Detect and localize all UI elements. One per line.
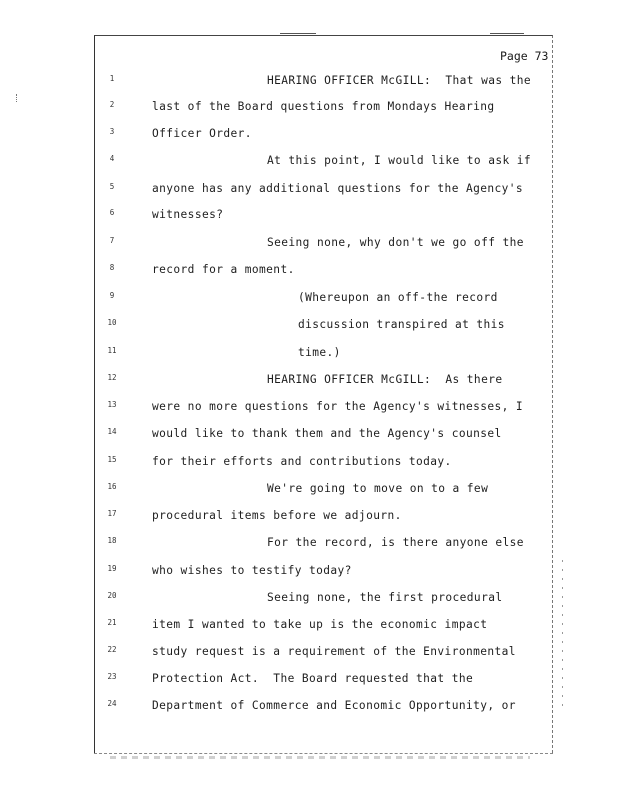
line-number: 17 — [107, 509, 117, 518]
transcript-line: Seeing none, the first procedural — [267, 591, 503, 604]
transcript-line: time.) — [298, 346, 341, 359]
line-number: 10 — [107, 318, 117, 327]
transcript-line: For the record, is there anyone else — [267, 536, 524, 549]
line-number: 3 — [109, 127, 115, 136]
transcript-line: (Whereupon an off-the record — [298, 291, 498, 304]
line-number: 19 — [107, 564, 117, 573]
line-number: 13 — [107, 400, 117, 409]
transcript-line: Officer Order. — [152, 127, 252, 140]
transcript-line: who wishes to testify today? — [152, 564, 352, 577]
line-number: 8 — [109, 263, 115, 272]
transcript-line: witnesses? — [152, 208, 224, 221]
transcript-line: Department of Commerce and Economic Opportunity, or — [152, 699, 516, 712]
transcript-line: HEARING OFFICER McGILL: That was the — [267, 74, 532, 87]
transcript-line: procedural items before we adjourn. — [152, 509, 402, 522]
page-number: Page 73 — [500, 49, 549, 63]
line-number: 24 — [107, 699, 117, 708]
line-number: 12 — [107, 373, 117, 382]
line-number: 7 — [109, 236, 115, 245]
line-number: 2 — [109, 100, 115, 109]
transcript-line: HEARING OFFICER McGILL: As there — [267, 373, 503, 386]
transcript-line: record for a moment. — [152, 263, 295, 276]
transcript-line: item I wanted to take up is the economic impact — [152, 618, 488, 631]
line-number: 18 — [107, 536, 117, 545]
line-number: 16 — [107, 482, 117, 491]
line-number: 22 — [107, 645, 117, 654]
transcript-line: for their efforts and contributions today. — [152, 455, 452, 468]
transcript-line: anyone has any additional questions for the Agency's — [152, 182, 524, 195]
transcript-line: At this point, I would like to ask if — [267, 154, 532, 167]
transcript-line: discussion transpired at this — [298, 318, 505, 331]
line-number: 5 — [109, 182, 115, 191]
line-number: 11 — [107, 346, 117, 355]
transcript-line: Seeing none, why don't we go off the — [267, 236, 524, 249]
line-number: 6 — [109, 208, 115, 217]
line-number: 23 — [107, 672, 117, 681]
transcript-line: were no more questions for the Agency's witnesses, I — [152, 400, 524, 413]
transcript-line: Protection Act. The Board requested that the — [152, 672, 474, 685]
scan-artifact-top-right — [490, 33, 524, 34]
scan-artifact-top-left — [280, 33, 316, 34]
line-number: 14 — [107, 427, 117, 436]
line-number: 9 — [109, 291, 115, 300]
page-bottom-border — [94, 753, 553, 754]
transcript-line: We're going to move on to a few — [267, 482, 489, 495]
scan-artifact-margin — [16, 94, 20, 102]
transcript-line: last of the Board questions from Mondays Hearing — [152, 100, 495, 113]
line-number: 4 — [109, 154, 115, 163]
scan-artifact-right-edge — [562, 560, 563, 710]
transcript-line: would like to thank them and the Agency's counsel — [152, 427, 502, 440]
line-number: 1 — [109, 74, 115, 83]
scan-artifact-footer — [110, 756, 530, 759]
line-number: 15 — [107, 455, 117, 464]
line-number: 20 — [107, 591, 117, 600]
transcript-line: study request is a requirement of the Environmental — [152, 645, 516, 658]
line-number: 21 — [107, 618, 117, 627]
